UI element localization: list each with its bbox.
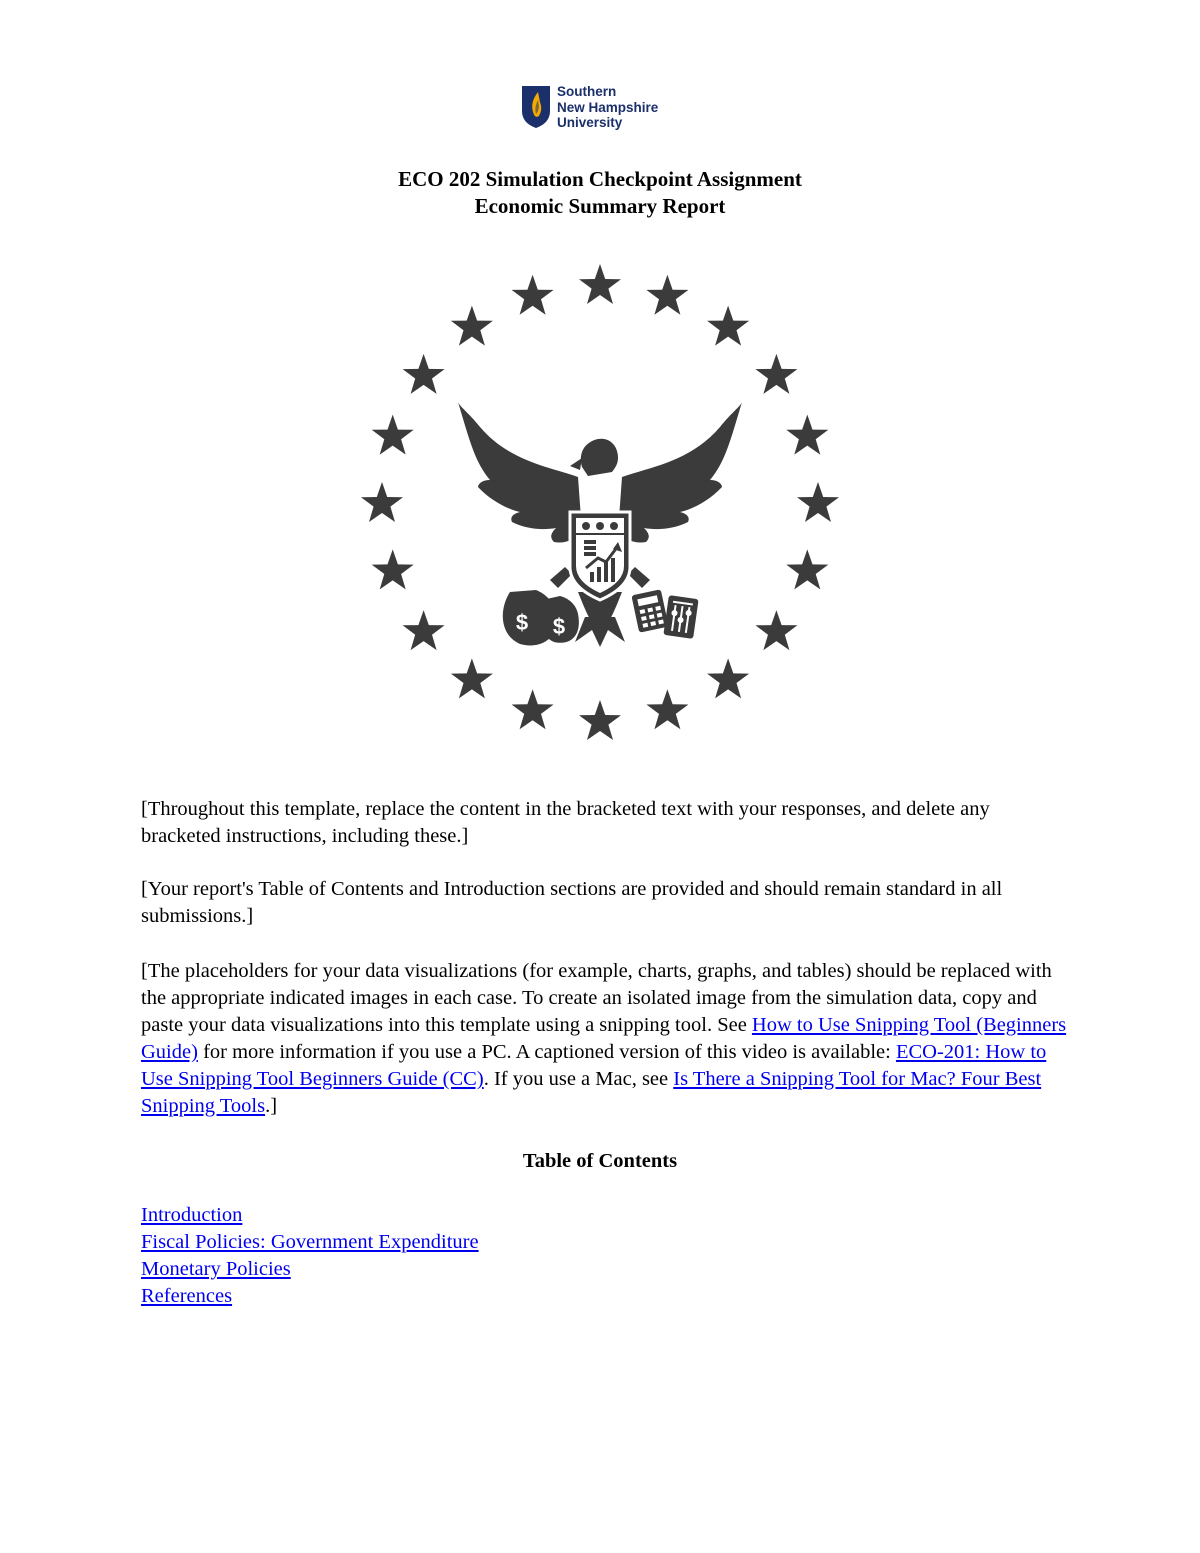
document-subtitle: Economic Summary Report [474, 194, 726, 218]
star-icon [755, 354, 797, 394]
svg-text:$: $ [552, 614, 566, 639]
mac-snipping-tools-link[interactable]: Is There a Snipping Tool for Mac? Four Best Snipping Tools [141, 1068, 1042, 1117]
instruction-paragraph-2: [Your report's Table of Contents and Introduction sections are provided and should remain standard in all submissions.] [141, 878, 1003, 927]
snipping-tool-guide-link[interactable]: How to Use Snipping Tool (Beginners Guide) [141, 1014, 1067, 1063]
star-icon [403, 354, 445, 394]
star-icon [403, 610, 445, 650]
p3-text-1: [The placeholders for your data visualizations (for example, charts, graphs, and tables) should be replaced with the appropriate indicated images in each case. To create an isolated image from the simulation data, copy and paste your data visualizations into this template using a snipping tool. See [141, 960, 1052, 1036]
star-icon [646, 689, 688, 729]
logo-line-2: New Hampshire [557, 99, 659, 115]
star-icon [512, 689, 554, 729]
instruction-paragraph-3 [141, 958, 1071, 1120]
star-icon [786, 415, 828, 455]
star-icon [451, 658, 493, 698]
university-logo [521, 84, 691, 134]
star-icon [372, 415, 414, 455]
star-icon [372, 549, 414, 589]
toc-link-introduction[interactable]: Introduction [141, 1204, 243, 1226]
star-icon [512, 275, 554, 315]
toc-link-fiscal-policies[interactable]: Fiscal Policies: Government Expenditure [141, 1231, 479, 1253]
toc-link-references[interactable]: References [141, 1285, 233, 1307]
p3-text-2: for more information if you use a PC. A captioned version of this video is available: [197, 1041, 896, 1063]
star-ring [361, 264, 839, 740]
captioned-video-link[interactable]: ECO-201: How to Use Snipping Tool Beginners Guide (CC) [141, 1041, 1047, 1090]
star-icon [451, 306, 493, 346]
star-icon [755, 610, 797, 650]
p3-text-4: .] [265, 1095, 278, 1117]
star-icon [579, 700, 621, 740]
star-icon [579, 264, 621, 304]
svg-text:$: $ [515, 610, 529, 635]
table-of-contents [141, 1202, 479, 1310]
p3-text-3: . If you use a Mac, see [483, 1068, 674, 1090]
eagle-crest-icon [360, 262, 840, 746]
star-icon [646, 275, 688, 315]
shield-logo-icon [521, 85, 551, 129]
toc-heading: Table of Contents [522, 1150, 678, 1172]
logo-wordmark [557, 84, 658, 131]
star-icon [361, 482, 403, 522]
toc-link-monetary-policies[interactable]: Monetary Policies [141, 1258, 291, 1280]
document-title: ECO 202 Simulation Checkpoint Assignment [398, 167, 802, 191]
star-icon [797, 482, 839, 522]
chest-shield [570, 512, 630, 600]
instruction-paragraph-1: [Throughout this template, replace the content in the bracketed text with your responses, and delete any bracketed instructions, including these.] [141, 798, 990, 847]
star-icon [707, 658, 749, 698]
logo-line-1: Southern [557, 84, 617, 99]
star-icon [707, 306, 749, 346]
logo-line-3: University [557, 115, 623, 130]
star-icon [786, 549, 828, 589]
